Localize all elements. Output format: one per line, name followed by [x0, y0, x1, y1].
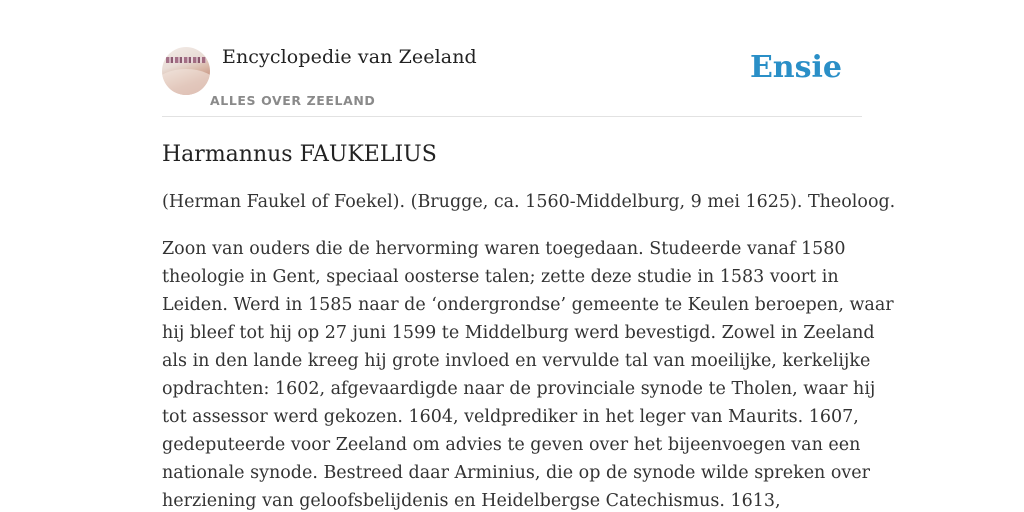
article-body-line: Zoon van ouders die de hervorming waren toegedaan. Studeerde vanaf 1580: [162, 239, 846, 259]
ensie-brand-link[interactable]: Ensie: [749, 50, 842, 85]
article-body-line: opdrachten: 1602, afgevaardigde naar de provinciale synode te Tholen, waar hij: [162, 379, 876, 399]
article: [162, 138, 896, 512]
article-body-line: als in den lande kreeg hij grote invloed en vervulde tal van moeilijke, kerkelijke: [162, 351, 871, 371]
article-body: [162, 235, 894, 512]
site-title[interactable]: Encyclopedie van Zeeland: [222, 46, 477, 68]
article-body-line: tot assessor werd gekozen. 1604, veldprediker in het leger van Maurits. 1607,: [162, 407, 859, 427]
article-body-line: hij bleef tot hij op 27 juni 1599 te Middelburg werd bevestigd. Zowel in Zeeland: [162, 323, 875, 343]
article-body-line: Leiden. Werd in 1585 naar de ‘ondergrondse’ gemeente te Keulen beroepen, waar: [162, 295, 894, 315]
article-body-line: herziening van geloofsbelijdenis en Heidelbergse Catechismus. 1613,: [162, 491, 781, 511]
article-body-line: nationale synode. Bestreed daar Arminius, die op de synode wilde spreken over: [162, 463, 871, 483]
book-spines-graphic: [166, 57, 206, 63]
open-book-graphic: [162, 69, 210, 95]
article-intro: (Herman Faukel of Foekel). (Brugge, ca. 1560-Middelburg, 9 mei 1625). Theoloog.: [162, 192, 896, 212]
article-title: Harmannus FAUKELIUS: [162, 142, 437, 167]
site-header: [162, 44, 862, 117]
site-subtitle: ALLES OVER ZEELAND: [210, 93, 376, 108]
article-body-line: gedeputeerde voor Zeeland om advies te geven over het bijeenvoegen van een: [162, 435, 861, 455]
article-body-line: theologie in Gent, speciaal oosterse talen; zette deze studie in 1583 voort in: [162, 267, 839, 287]
site-logo-avatar[interactable]: [162, 47, 210, 95]
